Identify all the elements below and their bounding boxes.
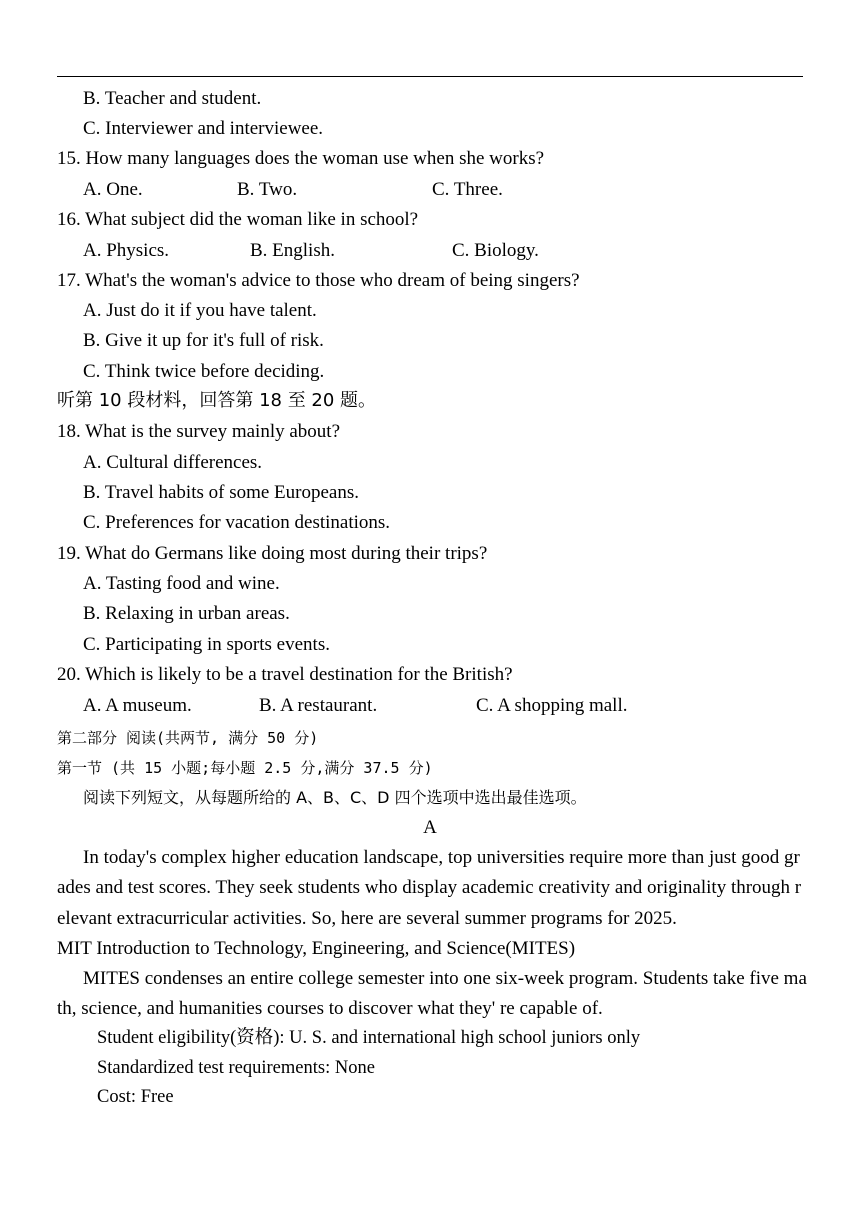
q18-option-c: C. Preferences for vacation destinations. (83, 512, 391, 533)
q15-option-a: A. One. (83, 179, 143, 200)
reading-instruction: 阅读下列短文，从每题所给的 A、B、C、D 四个选项中选出最佳选项。 (83, 788, 587, 807)
passage-intro (57, 843, 807, 934)
q16-question: 16. What subject did the woman like in school? (57, 209, 419, 230)
header-rule (57, 76, 803, 77)
q18-question: 18. What is the survey mainly about? (57, 421, 341, 442)
q19-option-b: B. Relaxing in urban areas. (83, 603, 290, 624)
passage-label: A (423, 817, 437, 838)
q17-option-a: A. Just do it if you have talent. (83, 300, 317, 321)
eligibility: Student eligibility(资格): U. S. and international high school juniors only (97, 1028, 641, 1048)
cost: Cost: Free (97, 1087, 174, 1107)
part2-heading: 第二部分 阅读(共两节, 满分 50 分) (57, 729, 319, 747)
q20-options (83, 695, 628, 717)
section1-heading: 第一节 (共 15 小题;每小题 2.5 分,满分 37.5 分) (57, 759, 433, 777)
q20-option-a: A. A museum. (83, 695, 192, 716)
q18-option-a: A. Cultural differences. (83, 452, 263, 473)
q17-option-b: B. Give it up for it's full of risk. (83, 330, 324, 351)
q15-option-c: C. Three. (432, 179, 503, 200)
program-title: MIT Introduction to Technology, Engineering, and Science(MITES) (57, 938, 576, 959)
q19-option-a: A. Tasting food and wine. (83, 573, 280, 594)
q16-options (83, 240, 539, 262)
q15-option-b: B. Two. (237, 179, 298, 200)
passage-intro-text: In today's complex higher education landscape, top universities require more than just good grades and test scores. They seek students who display academic creativity and originality through relevant extracurricular activities. So, here are several summer programs for 2025. (57, 847, 802, 929)
q20-option-c: C. A shopping mall. (476, 695, 628, 716)
q20-question: 20. Which is likely to be a travel destination for the British? (57, 664, 513, 685)
q17-question: 17. What's the woman's advice to those who dream of being singers? (57, 270, 580, 291)
q19-option-c: C. Participating in sports events. (83, 634, 330, 655)
q18-option-b: B. Travel habits of some Europeans. (83, 482, 360, 503)
q14-option-c: C. Interviewer and interviewee. (83, 118, 324, 139)
q20-option-b: B. A restaurant. (259, 695, 378, 716)
test-requirements: Standardized test requirements: None (97, 1058, 375, 1078)
q14-option-b: B. Teacher and student. (83, 88, 262, 109)
q16-option-a: A. Physics. (83, 240, 170, 261)
q19-question: 19. What do Germans like doing most during their trips? (57, 543, 488, 564)
q16-option-c: C. Biology. (452, 240, 539, 261)
q15-options (83, 179, 503, 201)
program-desc-text: MITES condenses an entire college semester into one six-week program. Students take five math, science, and humanities courses to discover what they' re capable of. (57, 968, 807, 1020)
q16-option-b: B. English. (250, 240, 335, 261)
q15-question: 15. How many languages does the woman use when she works? (57, 148, 545, 169)
section10-instruction: 听第 10 段材料，回答第 18 至 20 题。 (57, 390, 377, 411)
q17-option-c: C. Think twice before deciding. (83, 361, 325, 382)
program-desc (57, 964, 807, 1025)
